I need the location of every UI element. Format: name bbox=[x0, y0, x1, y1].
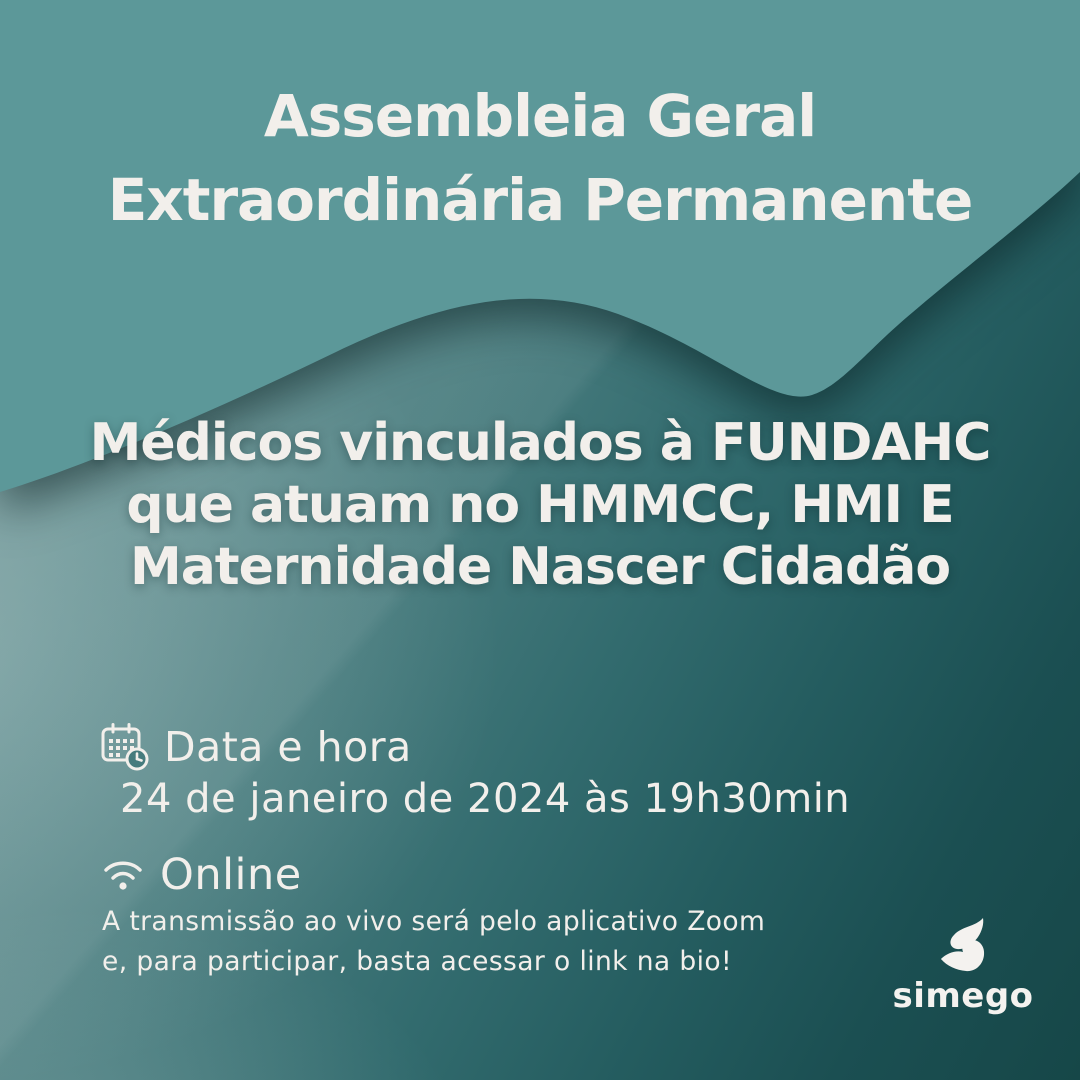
event-title-line1: Assembleia Geral bbox=[263, 82, 817, 150]
audience-line2: que atuam no HMMCC, HMI E bbox=[126, 475, 954, 535]
online-heading: Online bbox=[160, 850, 302, 900]
simego-logo-text: simego bbox=[892, 976, 1034, 1016]
simego-bird-icon bbox=[937, 916, 989, 972]
audience-text bbox=[0, 412, 1080, 598]
datetime-heading: Data e hora bbox=[164, 723, 412, 771]
audience-line1: Médicos vinculados à FUNDAHC bbox=[89, 413, 991, 473]
wifi-icon bbox=[100, 854, 146, 896]
audience-line3: Maternidade Nascer Cidadão bbox=[129, 537, 951, 597]
event-title-line2: Extraordinária Permanente bbox=[107, 166, 973, 234]
online-description-line1: A transmissão ao vivo será pelo aplicativo Zoom bbox=[102, 906, 766, 937]
online-description-line2: e, para participar, basta acessar o link na bio! bbox=[102, 946, 733, 977]
datetime-row bbox=[100, 722, 412, 772]
event-title bbox=[0, 74, 1080, 242]
datetime-value: 24 de janeiro de 2024 às 19h30min bbox=[120, 776, 851, 822]
simego-logo bbox=[892, 916, 1034, 1016]
calendar-clock-icon bbox=[100, 722, 150, 772]
online-row bbox=[100, 850, 302, 900]
online-description bbox=[102, 902, 765, 982]
